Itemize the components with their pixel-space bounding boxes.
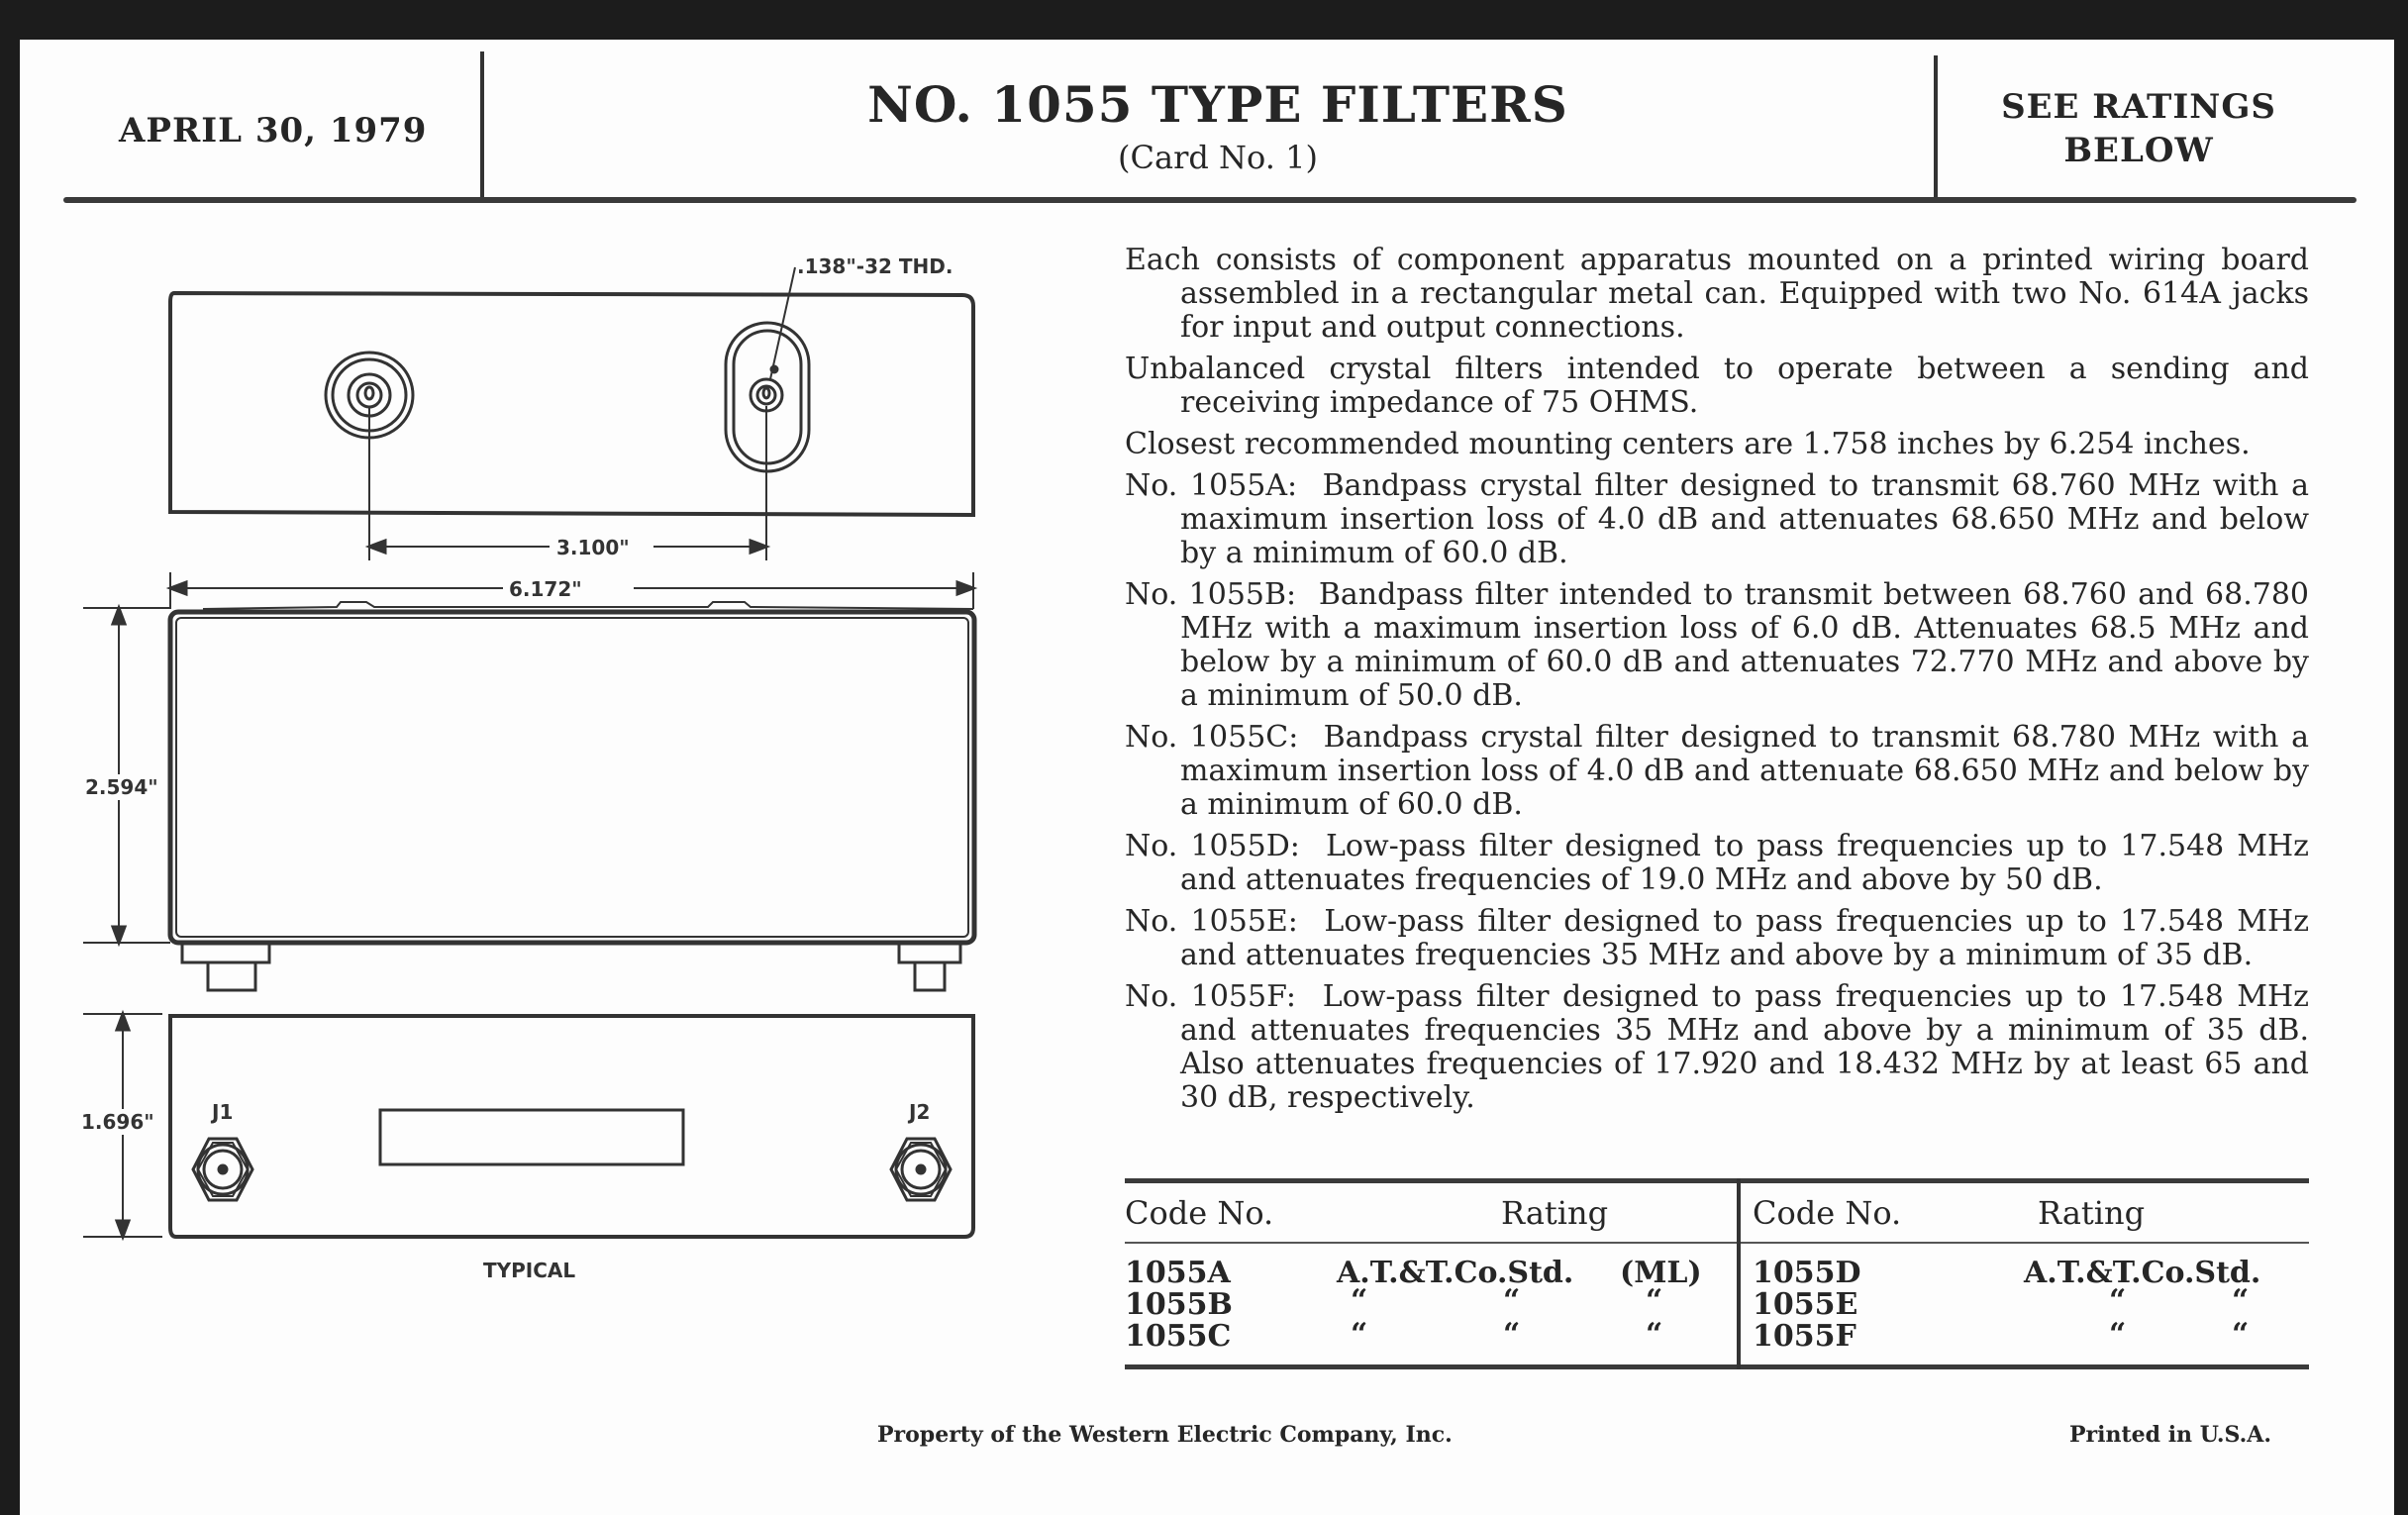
filter-text: Low-pass filter designed to pass frequencies up to 17.548 MHz and attenuates frequencies of 19.0 MHz and above by 50 dB. xyxy=(1180,829,2309,897)
drawing-caption: TYPICAL xyxy=(483,1259,576,1282)
filter-1055a-description xyxy=(1125,469,2309,570)
ditto-mark: “ xyxy=(1351,1317,1368,1352)
filter-code: No. 1055A: xyxy=(1125,468,1298,503)
table-column-divider xyxy=(1737,1178,1741,1369)
ditto-mark: “ xyxy=(1503,1317,1521,1352)
thread-callout-label: .138"-32 THD. xyxy=(797,254,953,278)
width-label: 2.594" xyxy=(85,775,158,799)
ditto-mark: “ xyxy=(2232,1283,2250,1318)
jack-j1-label: J1 xyxy=(212,1100,234,1124)
paragraph-text: Each consists of component apparatus mounted on a printed wiring board assembled in a rectangular metal can. Equipped with two No. 614A jacks for input and output connections. xyxy=(1125,243,2309,345)
paragraph-text: Closest recommended mounting centers are 1.758 inches by 6.254 inches. xyxy=(1125,427,2251,461)
ditto-mark: “ xyxy=(1646,1283,1663,1318)
end-view-outline xyxy=(170,293,973,515)
top-view-outline xyxy=(170,612,974,943)
filter-1055b-description xyxy=(1125,578,2309,713)
filter-1055c-description xyxy=(1125,721,2309,822)
filter-text: Bandpass crystal filter designed to transmit 68.760 MHz with a maximum insertion loss of 4.0 dB and attenuates 68.650 MHz and below by a minimum of 60.0 dB. xyxy=(1180,468,2309,570)
rating-value: A.T.&T.Co.Std. xyxy=(2024,1256,2261,1290)
filter-code: No. 1055B: xyxy=(1125,577,1297,612)
paragraph-text: Unbalanced crystal filters intended to operate between a sending and receiving impedance of 75 OHMS. xyxy=(1125,352,2309,420)
ditto-mark: “ xyxy=(1351,1283,1368,1318)
table-row-code: 1055B xyxy=(1125,1287,1233,1322)
end-view xyxy=(170,267,973,560)
length-label: 6.172" xyxy=(509,577,582,601)
filter-1055d-description xyxy=(1125,830,2309,897)
see-ratings-line-1: SEE RATINGS xyxy=(2001,87,2276,127)
jack-j2-label: J2 xyxy=(909,1100,931,1124)
filter-text: Bandpass crystal filter designed to transmit 68.780 MHz with a maximum insertion loss of 4.0 dB and attenuate 68.650 MHz and below by a minimum of 60.0 dB. xyxy=(1180,720,2309,822)
see-ratings-line-2: BELOW xyxy=(2063,131,2214,170)
filter-code: No. 1055F: xyxy=(1125,979,1296,1014)
issue-date: APRIL 30, 1979 xyxy=(119,111,428,151)
table-row-code: 1055F xyxy=(1753,1319,1856,1354)
column-header-code: Code No. xyxy=(1125,1194,1274,1232)
table-row-code: 1055C xyxy=(1125,1319,1232,1354)
table-row-code: 1055D xyxy=(1753,1256,1861,1290)
ditto-mark: “ xyxy=(1646,1317,1663,1352)
filter-text: Bandpass filter intended to transmit between 68.760 and 68.780 MHz with a maximum insertion loss of 6.0 dB. Attenuates 68.5 MHz and below by a minimum of 60.0 dB and attenuates 72.770 MHz and above by a minimum of 50.0 dB. xyxy=(1180,577,2309,713)
label-plate xyxy=(380,1110,683,1164)
see-ratings-note xyxy=(1951,85,2327,172)
rating-value: A.T.&T.Co.Std. xyxy=(1337,1256,1574,1290)
jack-j2-icon xyxy=(891,1139,951,1200)
filter-text: Low-pass filter designed to pass frequencies up to 17.548 MHz and attenuates frequencies 35 MHz and above by a minimum of 35 dB. Also attenuates frequencies of 17.920 and 18.432 MHz by at least 65 and 30 dB, respectively. xyxy=(1180,979,2309,1115)
description-paragraph xyxy=(1125,428,2309,461)
table-row-code: 1055E xyxy=(1753,1287,1858,1322)
rating-qualifier: (ML) xyxy=(1620,1256,1702,1290)
description-paragraph xyxy=(1125,244,2309,345)
description-block xyxy=(1125,244,2309,1123)
page-title: NO. 1055 TYPE FILTERS xyxy=(867,75,1568,134)
ditto-mark: “ xyxy=(2109,1283,2127,1318)
filter-1055e-description xyxy=(1125,905,2309,972)
top-view xyxy=(170,602,974,990)
description-paragraph xyxy=(1125,353,2309,420)
filter-code: No. 1055D: xyxy=(1125,829,1300,863)
table-row-code: 1055A xyxy=(1125,1256,1231,1290)
side-view xyxy=(170,1016,973,1237)
ratings-table xyxy=(1125,1178,2309,1370)
printed-notice: Printed in U.S.A. xyxy=(2069,1422,2272,1448)
card-number: (Card No. 1) xyxy=(1118,139,1318,176)
ratings-right-half xyxy=(1753,1178,2309,1369)
jack-spacing-label: 3.100" xyxy=(556,536,630,559)
ditto-mark: “ xyxy=(2232,1317,2250,1352)
filter-code: No. 1055C: xyxy=(1125,720,1299,755)
ditto-mark: “ xyxy=(1503,1283,1521,1318)
side-view-outline xyxy=(170,1016,973,1237)
column-header-rating: Rating xyxy=(2038,1194,2146,1232)
ratings-left-half xyxy=(1125,1178,1737,1369)
column-header-rating: Rating xyxy=(1501,1194,1609,1232)
filter-1055f-description xyxy=(1125,980,2309,1115)
ownership-notice: Property of the Western Electric Company, Inc. xyxy=(877,1422,1453,1448)
ditto-mark: “ xyxy=(2109,1317,2127,1352)
jack-j1-icon xyxy=(193,1139,252,1200)
column-header-code: Code No. xyxy=(1753,1194,1902,1232)
filter-outline-drawing xyxy=(0,0,1089,1386)
height-label: 1.696" xyxy=(81,1110,154,1134)
filter-text: Low-pass filter designed to pass frequencies up to 17.548 MHz and attenuates frequencies 35 MHz and above by a minimum of 35 dB. xyxy=(1180,904,2309,972)
filter-code: No. 1055E: xyxy=(1125,904,1298,939)
